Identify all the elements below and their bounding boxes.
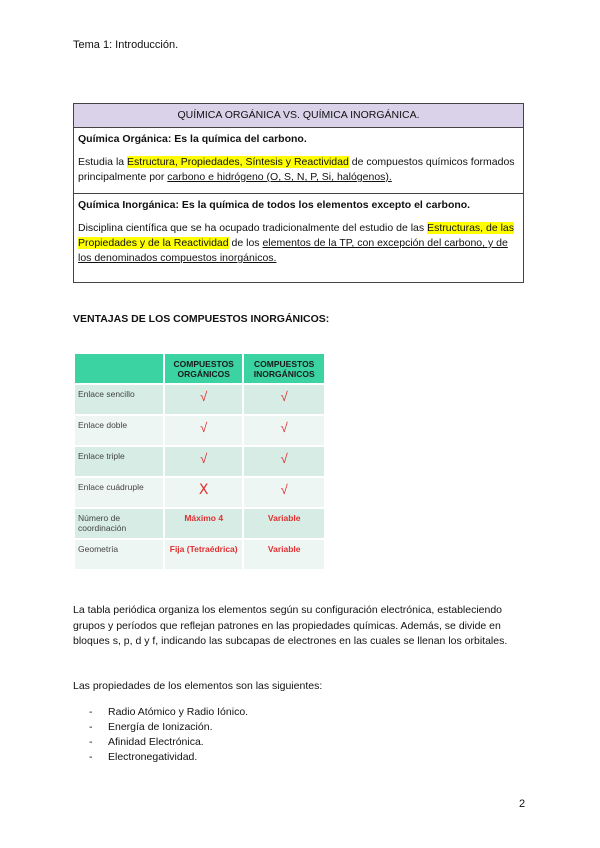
table-row bbox=[74, 384, 325, 415]
list-bullet: - bbox=[89, 751, 93, 763]
list-item: - Electronegatividad. bbox=[73, 750, 248, 765]
check-icon: √ bbox=[164, 446, 243, 477]
highlight: Estructuras, de las Propiedades y de la Reactividad bbox=[78, 222, 515, 249]
row-label: Enlace sencillo bbox=[74, 384, 164, 415]
highlight: Estructura, Propiedades, Síntesis y Reactividad bbox=[127, 156, 349, 168]
box-title: QUÍMICA ORGÁNICA VS. QUÍMICA INORGÁNICA. bbox=[74, 104, 523, 128]
table-header-cell: COMPUESTOS INORGÁNICOS bbox=[243, 353, 325, 384]
list-bullet: - bbox=[89, 736, 93, 748]
list-item: - Afinidad Electrónica. bbox=[73, 735, 248, 750]
row-label: Geometría bbox=[74, 539, 164, 570]
body-paragraph: La tabla periódica organiza los elementos según su configuración electrónica, estableciendo grupos y períodos que reflejan patrones en las propiedades químicas. Además, se divide en bloques s, p, d y f, indicando las subcapas de electrones en las cuales se llenan los orbitales. bbox=[73, 604, 508, 647]
row-label: Enlace triple bbox=[74, 446, 164, 477]
organica-section bbox=[74, 128, 523, 194]
properties-list bbox=[73, 705, 248, 765]
table-header-row bbox=[74, 353, 325, 384]
underlined-text: carbono e hidrógeno (O, S, N, P, Si, halógenos). bbox=[167, 171, 392, 183]
comparison-table bbox=[73, 352, 326, 571]
table-row bbox=[74, 508, 325, 539]
row-label: Enlace cuádruple bbox=[74, 477, 164, 508]
check-icon: √ bbox=[243, 415, 325, 446]
table-value: Máximo 4 bbox=[164, 508, 243, 539]
list-item: - Energía de Ionización. bbox=[73, 720, 248, 735]
cross-icon: X bbox=[164, 477, 243, 508]
list-bullet: - bbox=[89, 706, 93, 718]
row-label: Número de coordinación bbox=[74, 508, 164, 539]
table-value: Variable bbox=[243, 508, 325, 539]
properties-heading: Las propiedades de los elementos son las siguientes: bbox=[73, 680, 323, 692]
check-icon: √ bbox=[164, 415, 243, 446]
check-icon: √ bbox=[243, 477, 325, 508]
table-value: Fija (Tetraédrica) bbox=[164, 539, 243, 570]
row-label: Enlace doble bbox=[74, 415, 164, 446]
table-header-cell: COMPUESTOS ORGÁNICOS bbox=[164, 353, 243, 384]
table-value: Variable bbox=[243, 539, 325, 570]
inorganica-text: Disciplina científica que se ha ocupado tradicionalmente del estudio de las Estructuras, de las Propiedades y de la Reactividad de los elementos de la TP, con excepción del carbono, y de los denominados compuestos inorgánicos. bbox=[78, 222, 515, 264]
check-icon: √ bbox=[164, 384, 243, 415]
table-header-cell bbox=[74, 353, 164, 384]
organica-text: Estudia la Estructura, Propiedades, Síntesis y Reactividad de compuestos químicos formados principalmente por carbono e hidrógeno (O, S, N, P, Si, halógenos). bbox=[78, 156, 515, 183]
table-row bbox=[74, 539, 325, 570]
check-icon: √ bbox=[243, 446, 325, 477]
table-row bbox=[74, 477, 325, 508]
organica-heading: Química Orgánica: Es la química del carbono. bbox=[78, 133, 307, 145]
inorganica-heading: Química Inorgánica: Es la química de todos los elementos excepto el carbono. bbox=[78, 199, 471, 211]
table-row bbox=[74, 415, 325, 446]
list-bullet: - bbox=[89, 721, 93, 733]
check-icon: √ bbox=[243, 384, 325, 415]
page-number: 2 bbox=[519, 798, 526, 810]
comparison-box bbox=[73, 103, 524, 283]
ventajas-title: VENTAJAS DE LOS COMPUESTOS INORGÁNICOS: bbox=[73, 313, 330, 325]
page-header: Tema 1: Introducción. bbox=[73, 39, 179, 51]
inorganica-section bbox=[74, 194, 523, 283]
table-row bbox=[74, 446, 325, 477]
underlined-text: elementos de la TP, con excepción del carbono, y de los denominados compuestos inorgánicos. bbox=[78, 237, 508, 264]
list-item: - Radio Atómico y Radio Iónico. bbox=[73, 705, 248, 720]
